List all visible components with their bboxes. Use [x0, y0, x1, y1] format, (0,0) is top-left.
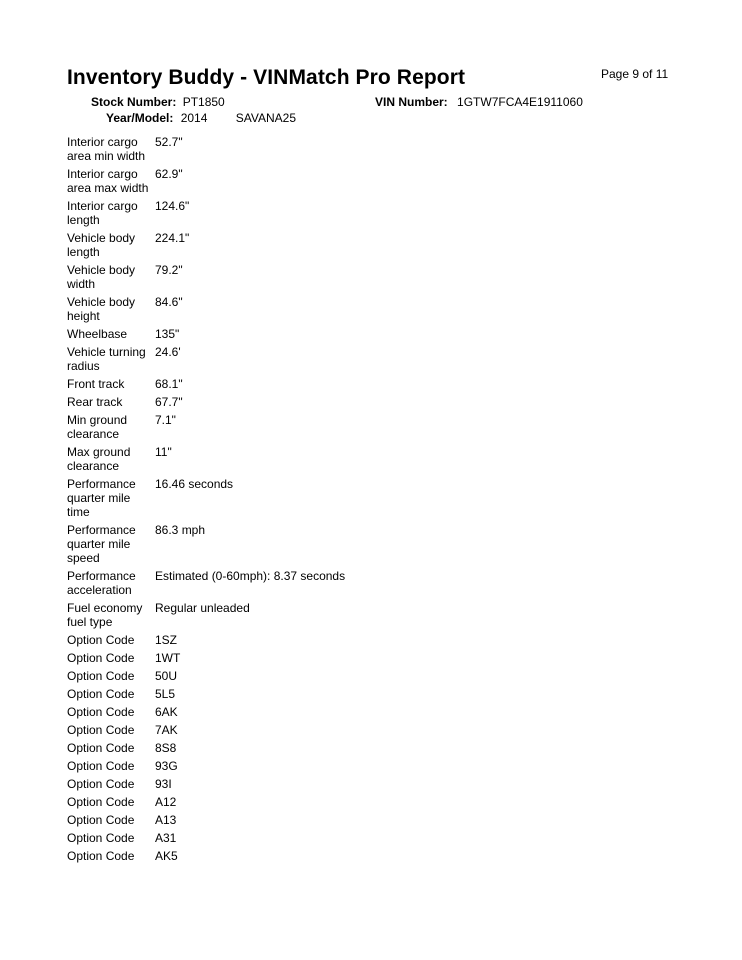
- spec-row: [67, 393, 387, 411]
- spec-value: 1WT: [155, 651, 181, 665]
- stock-number-value: PT1850: [182, 95, 225, 109]
- spec-row: [67, 739, 387, 757]
- spec-label: Option Code: [67, 687, 135, 701]
- spec-label: Option Code: [67, 669, 135, 683]
- spec-row: [67, 165, 387, 197]
- spec-value: 135": [155, 327, 180, 341]
- stock-number-line: [91, 95, 225, 109]
- spec-value: Estimated (0-60mph): 8.37 seconds: [155, 569, 346, 583]
- spec-label: Vehicle body width: [67, 263, 136, 291]
- spec-label: Interior cargo length: [67, 199, 138, 227]
- spec-label: Wheelbase: [67, 327, 128, 341]
- spec-label: Performance acceleration: [67, 569, 136, 597]
- spec-value: 124.6": [155, 199, 190, 213]
- spec-label: Option Code: [67, 849, 135, 863]
- spec-value: 93I: [155, 777, 172, 791]
- spec-value: 86.3 mph: [155, 523, 206, 537]
- spec-label: Option Code: [67, 651, 135, 665]
- spec-label: Vehicle body length: [67, 231, 136, 259]
- spec-row: [67, 411, 387, 443]
- spec-row: [67, 757, 387, 775]
- spec-value: 5L5: [155, 687, 176, 701]
- spec-value: 6AK: [155, 705, 178, 719]
- vin-number-value: 1GTW7FCA4E1911060: [457, 95, 583, 109]
- spec-row: [67, 793, 387, 811]
- vin-number-label: VIN Number:: [375, 95, 448, 109]
- spec-row: [67, 325, 387, 343]
- spec-value: A13: [155, 813, 177, 827]
- spec-row: [67, 133, 387, 165]
- spec-value: 7.1": [155, 413, 176, 427]
- model-value: SAVANA25: [235, 111, 297, 125]
- spec-value: Regular unleaded: [155, 601, 250, 615]
- year-value: 2014: [180, 111, 208, 125]
- spec-label: Min ground clearance: [67, 413, 128, 441]
- spec-value: AK5: [155, 849, 178, 863]
- spec-row: [67, 475, 387, 521]
- spec-row: [67, 649, 387, 667]
- stock-number-label: Stock Number:: [91, 95, 177, 109]
- spec-row: [67, 521, 387, 567]
- spec-label: Interior cargo area max width: [67, 167, 149, 195]
- spec-label: Option Code: [67, 705, 135, 719]
- spec-value: 79.2": [155, 263, 183, 277]
- spec-row: [67, 443, 387, 475]
- spec-value: 7AK: [155, 723, 178, 737]
- spec-row: [67, 567, 387, 599]
- spec-value: 1SZ: [155, 633, 178, 647]
- spec-row: [67, 667, 387, 685]
- year-model-label: Year/Model:: [106, 111, 174, 125]
- spec-row: [67, 229, 387, 261]
- spec-label: Performance quarter mile speed: [67, 523, 136, 565]
- spec-value: 67.7": [155, 395, 183, 409]
- spec-label: Max ground clearance: [67, 445, 131, 473]
- spec-row: [67, 847, 387, 865]
- spec-label: Option Code: [67, 795, 135, 809]
- spec-row: [67, 293, 387, 325]
- spec-label: Rear track: [67, 395, 123, 409]
- spec-value: 8S8: [155, 741, 177, 755]
- spec-value: A12: [155, 795, 177, 809]
- spec-value: 24.6': [155, 345, 181, 359]
- spec-label: Option Code: [67, 759, 135, 773]
- spec-label: Option Code: [67, 831, 135, 845]
- vin-number-line: [375, 95, 583, 109]
- spec-label: Vehicle body height: [67, 295, 136, 323]
- spec-value: 16.46 seconds: [155, 477, 234, 491]
- spec-value: 11": [155, 445, 172, 459]
- spec-value: A31: [155, 831, 177, 845]
- spec-row: [67, 685, 387, 703]
- spec-value: 84.6": [155, 295, 183, 309]
- spec-label: Option Code: [67, 633, 135, 647]
- spec-row: [67, 775, 387, 793]
- spec-row: [67, 599, 387, 631]
- spec-value: 93G: [155, 759, 178, 773]
- year-model-line: [106, 111, 296, 125]
- spec-table: [67, 133, 387, 865]
- spec-row: [67, 343, 387, 375]
- spec-row: [67, 721, 387, 739]
- spec-value: 50U: [155, 669, 178, 683]
- report-title: Inventory Buddy - VINMatch Pro Report: [67, 66, 466, 89]
- spec-value: 224.1": [155, 231, 190, 245]
- spec-label: Option Code: [67, 723, 135, 737]
- spec-value: 68.1": [155, 377, 183, 391]
- spec-value: 52.7": [155, 135, 183, 149]
- spec-label: Front track: [67, 377, 125, 391]
- spec-value: 62.9": [155, 167, 183, 181]
- spec-label: Option Code: [67, 741, 135, 755]
- spec-label: Fuel economy fuel type: [67, 601, 143, 629]
- spec-label: Interior cargo area min width: [67, 135, 146, 163]
- spec-label: Performance quarter mile time: [67, 477, 136, 519]
- spec-row: [67, 197, 387, 229]
- spec-label: Vehicle turning radius: [67, 345, 146, 373]
- spec-label: Option Code: [67, 813, 135, 827]
- spec-row: [67, 829, 387, 847]
- spec-label: Option Code: [67, 777, 135, 791]
- page-number: Page 9 of 11: [601, 67, 669, 81]
- spec-row: [67, 631, 387, 649]
- spec-row: [67, 811, 387, 829]
- spec-row: [67, 703, 387, 721]
- spec-row: [67, 375, 387, 393]
- spec-row: [67, 261, 387, 293]
